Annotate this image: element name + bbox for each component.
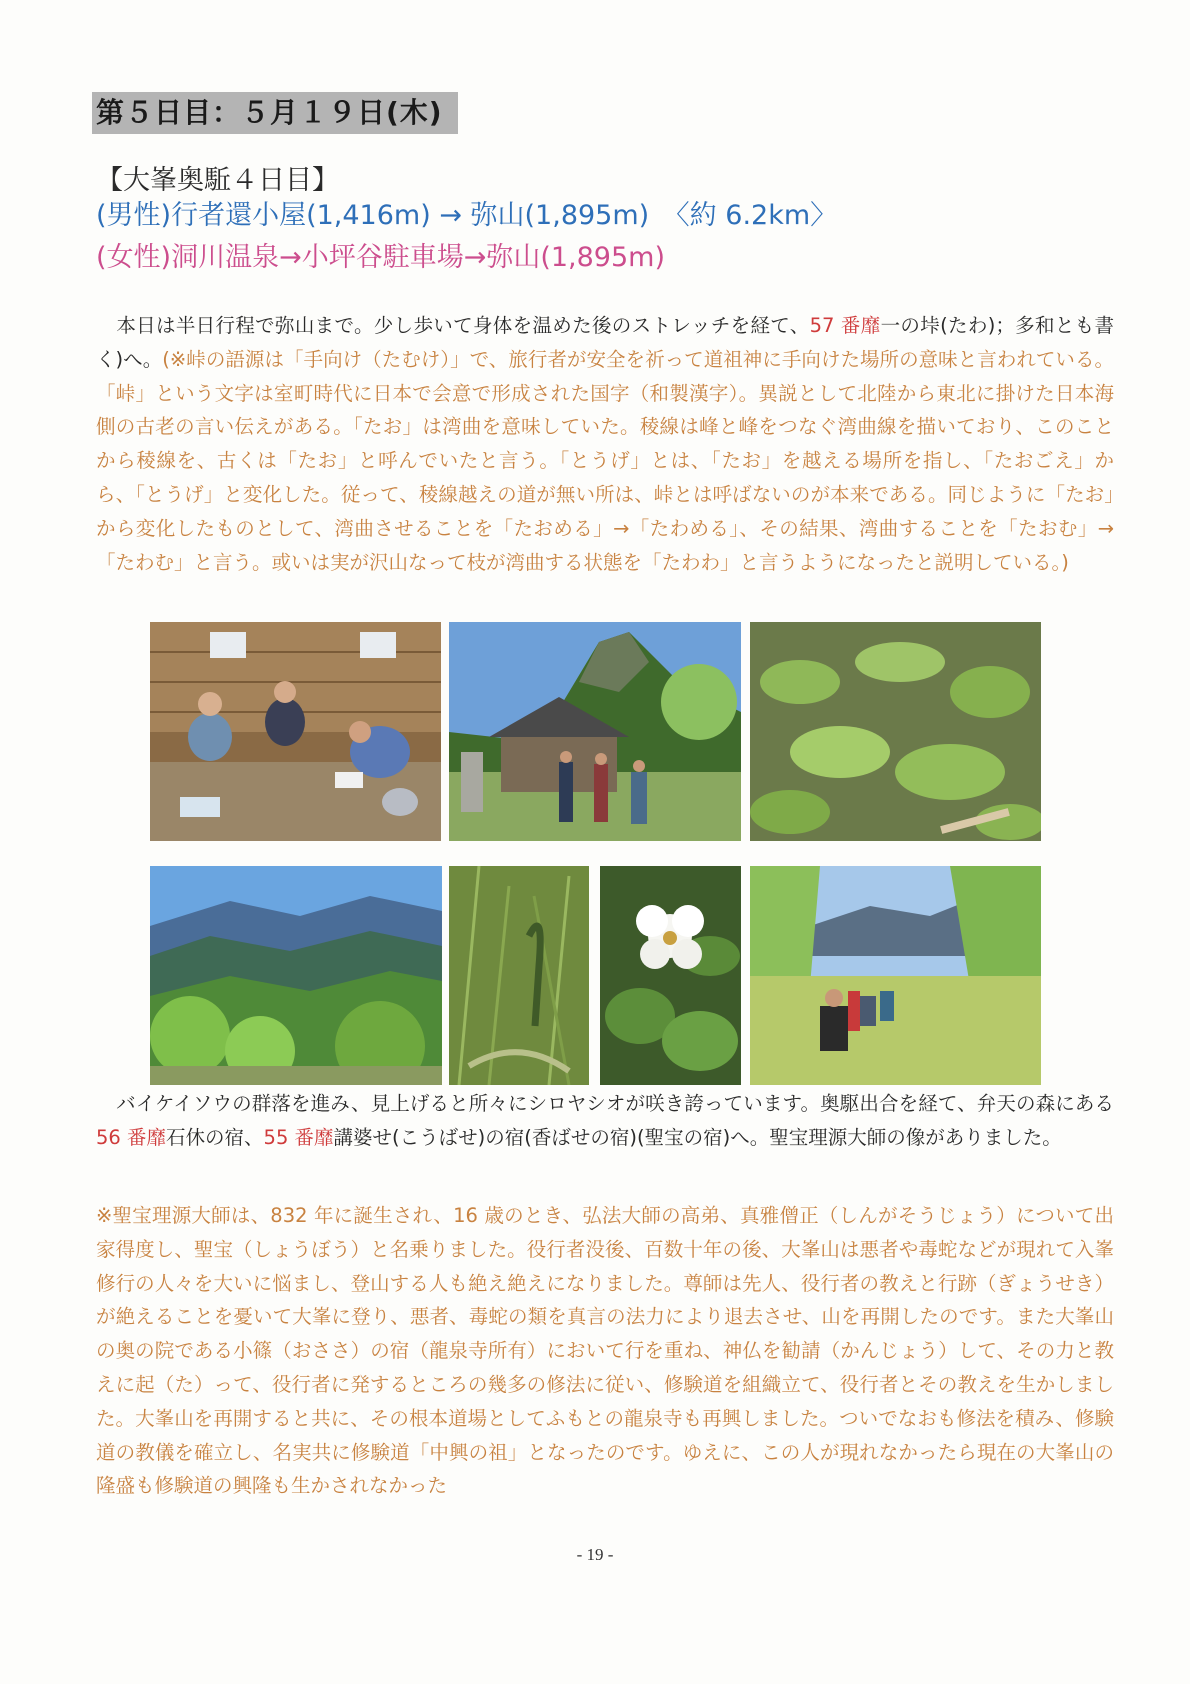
etymology-note: (※峠の語源は「手向け（たむけ）」で、旅行者が安全を祈って道祖神に手向けた場所の意味と言われている。「峠」という文字は室町時代に日本で会意で形成された国字（和製漢字）。異説として北陸から東北に掛けた日本海側の古老の言い伝えがある。「たお」は湾曲を意味していた。稜線は峰と峰をつなぐ湾曲線を描いており、このことから稜線を、古くは「たお」と呼んでいたと言う。「とうげ」とは、「たお」を越える場所を指し、「たおごえ」から、「とうげ」と変化した。従って、稜線越えの道が無い所は、峠とは呼ばないのが本来である。同じように「たお」から変化したものとして、湾曲させることを「たおめる」→「たわめる」、その結果、湾曲することを「たおむ」→「たわむ」と言う。或いは実が沢山なって枝が湾曲する状態を「たわわ」と言うようになったと説明している。) bbox=[96, 347, 1114, 574]
photo-baikeisou-plants bbox=[750, 622, 1041, 841]
paragraph-intro bbox=[96, 309, 1114, 614]
stage-number-56: 56 番靡 bbox=[96, 1125, 167, 1149]
photo-white-flower bbox=[600, 866, 741, 1085]
paragraph-shobo-note: ※聖宝理源大師は、832 年に誕生され、16 歳のとき、弘法大師の高弟、真雅僧正（しんがそうじょう）について出家得度し、聖宝（しょうぼう）と名乗りました。役行者没後、百数十年の後、大峯山は悪者や毒蛇などが現れて入峯修行の人々を大いに悩まし、登山する人も絶え絶えになりました。尊師は先人、役行者の教えと行跡（ぎょうせき）が絶えることを憂いて大峯に登り、悪者、毒蛇の類を真言の法力により退去させ、山を再開したのです。また大峯山の奥の院である小篠（おささ）の宿（龍泉寺所有）において行を重ね、神仏を勧請（かんじょう）して、その力と教えに起（た）って、役行者に発するところの幾多の修法に従い、修験道を組織立て、役行者とその教えを生かしました。大峯山を再開すると共に、その根本道場としてふもとの龍泉寺も再興しました。ついでなおも修法を積み、修験道の教儀を確立し、名実共に修験道「中興の祖」となったのです。ゆえに、この人が現れなかったら現在の大峯山の隆盛も修験道の興隆も生かされなかった bbox=[96, 1204, 1114, 1498]
photo-mountain-valley bbox=[150, 866, 442, 1085]
route-text-c: 講婆せ(こうばせ)の宿(香ばせの宿)(聖宝の宿)へ。聖宝理源大師の像がありました。 bbox=[333, 1125, 1062, 1149]
page-number: - 19 - bbox=[576, 1545, 614, 1564]
photo-hut-interior bbox=[150, 622, 441, 841]
stage-number-55: 55 番靡 bbox=[263, 1125, 334, 1149]
route-text-b: 石休の宿、 bbox=[166, 1125, 264, 1149]
route-text-a: バイケイソウの群落を進み、見上げると所々にシロヤシオが咲き誇っています。奥駆出合を経て、弁天の森にある bbox=[116, 1092, 1114, 1115]
stage-number-57: 57 番靡 bbox=[809, 314, 881, 337]
photo-hikers-climbing bbox=[750, 866, 1041, 1085]
intro-lead: 本日は半日行程で弥山まで。少し歩いて身体を温めた後のストレッチを経て、 bbox=[116, 314, 810, 337]
photo-jack-in-pulpit bbox=[449, 866, 589, 1085]
route-male: (男性)行者還小屋(1,416m) → 弥山(1,895m) 〈約 6.2km〉 bbox=[96, 200, 838, 231]
paragraph-route-description bbox=[96, 1087, 1114, 1197]
intro-after-number: 一の垰(たわ)；多和とも書く)へ。 bbox=[96, 314, 1114, 371]
route-female: (女性)洞川温泉→小坪谷駐車場→弥山(1,895m) bbox=[96, 242, 665, 273]
route-title: 【大峯奥駈４日目】 bbox=[96, 165, 339, 196]
photo-hikers-at-hut bbox=[449, 622, 741, 841]
day-heading: 第５日目：５月１９日(木) bbox=[92, 92, 458, 134]
